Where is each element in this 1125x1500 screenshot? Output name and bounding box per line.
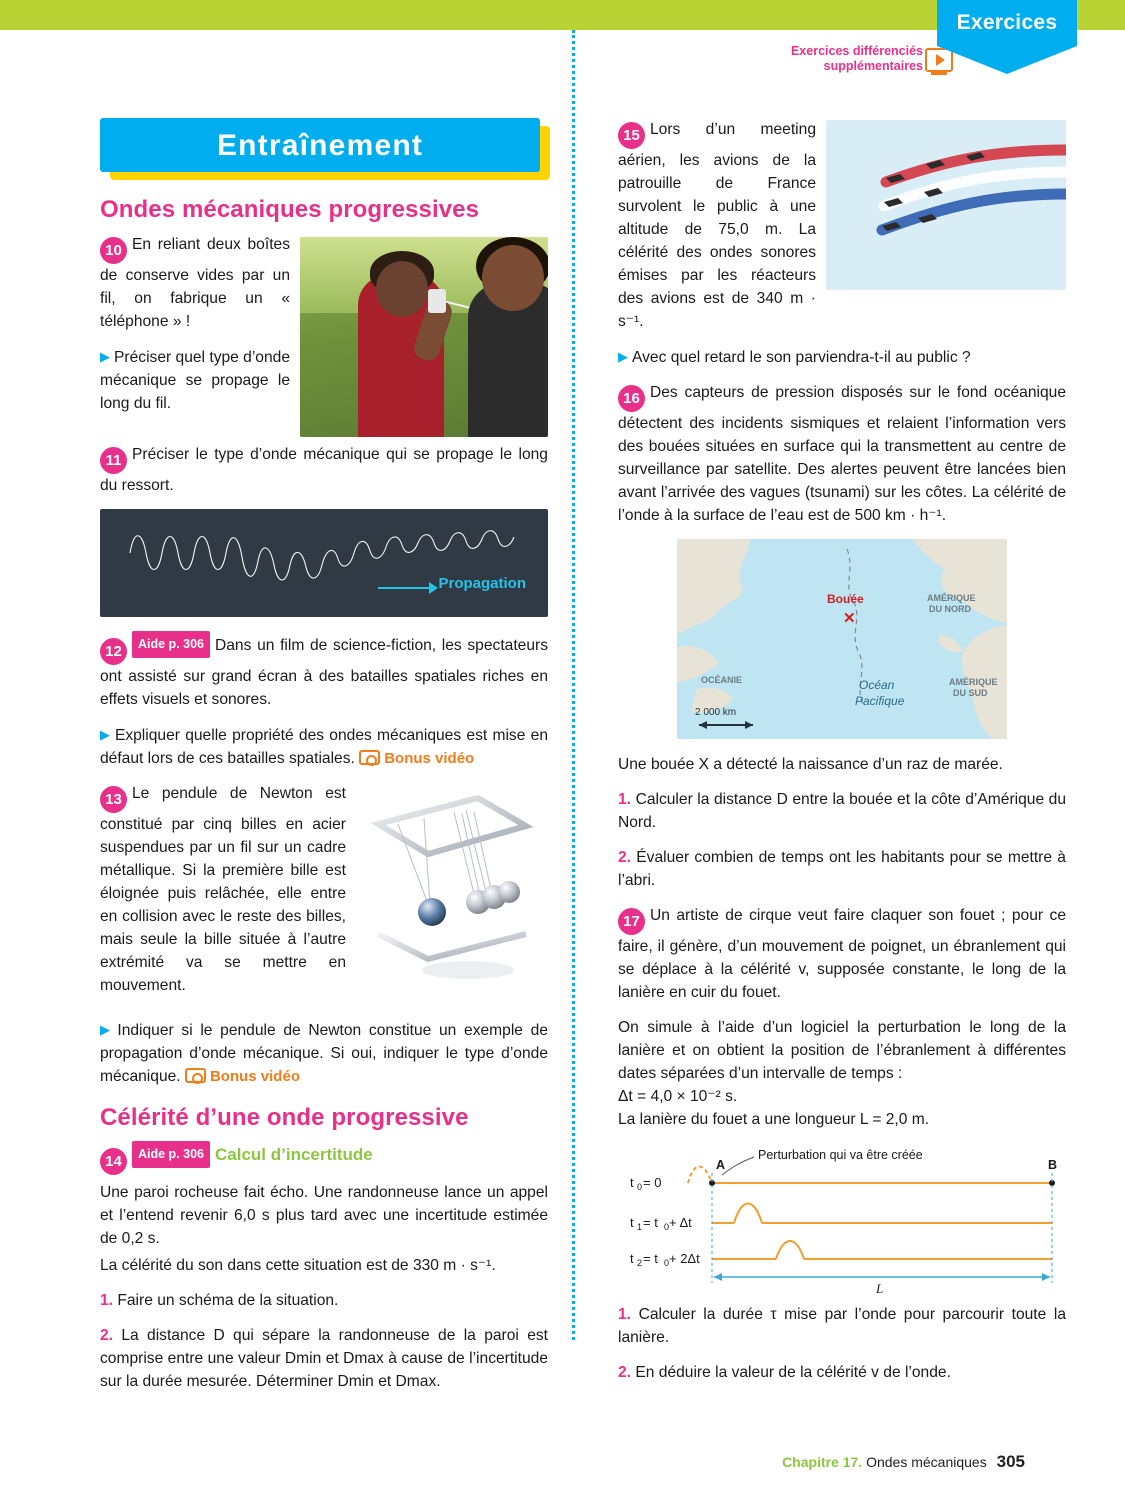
propagation-label: Propagation <box>438 575 526 592</box>
svg-text:0: 0 <box>664 1258 670 1268</box>
exercise-15-number: 15 <box>618 122 645 149</box>
spring-svg <box>100 509 548 617</box>
camera-icon <box>185 1068 206 1083</box>
exercise-13-question <box>100 1018 548 1088</box>
exercise-10-number: 10 <box>100 237 127 264</box>
exercise-12-aide-badge[interactable]: Aide p. 306 <box>132 631 210 658</box>
exercices-tab: Exercices <box>937 0 1077 46</box>
section-title-celerite: Célérité d’une onde progressive <box>100 1104 469 1131</box>
exercise-16-q2-text: Évaluer combien de temps ont les habitants pour se mettre à l’abri. <box>618 849 1066 889</box>
exercise-12-question <box>100 723 548 770</box>
exercise-14-number: 14 <box>100 1148 127 1175</box>
svg-text:0: 0 <box>664 1222 670 1232</box>
svg-text:= t: = t <box>643 1215 658 1230</box>
svg-text:DU SUD: DU SUD <box>953 688 988 698</box>
svg-text:1: 1 <box>637 1222 643 1232</box>
footer-title: Ondes mécaniques <box>866 1454 987 1470</box>
pendulum-svg <box>358 784 548 1014</box>
svg-text:t: t <box>630 1175 634 1190</box>
exercise-14-text1: Une paroi rocheuse fait écho. Une randonneuse lance un appel et l’entend revenir 6,0 s plus tard avec une incertitude estimée de 0,2 s. <box>100 1184 548 1247</box>
step-number-1: 1. <box>618 791 632 808</box>
svg-text:Bouée: Bouée <box>827 592 864 606</box>
exercise-16-q1 <box>618 788 1066 834</box>
svg-text:L: L <box>876 1281 884 1293</box>
step-number-2: 2. <box>618 1364 632 1381</box>
svg-text:+ 2Δt: + 2Δt <box>669 1251 700 1266</box>
svg-text:Océan: Océan <box>859 678 895 692</box>
svg-text:2: 2 <box>637 1258 643 1268</box>
exercise-15-question-text: Avec quel retard le son parviendra-t-il au public ? <box>632 349 971 366</box>
arrow-icon: ▶ <box>100 349 111 364</box>
exercise-17-text4: La lanière du fouet a une longueur L = 2,0 m. <box>618 1111 930 1128</box>
exercise-15-question <box>618 345 1066 369</box>
arrow-icon: ▶ <box>618 349 628 364</box>
svg-text:= t: = t <box>643 1251 658 1266</box>
exercise-16-body: Des capteurs de pression disposés sur le fond océanique détectent des incidents sismiques et relaient l’information vers des bouées situées en surface qui la transmettent au centre de surveillance par satellite. Des alertes peuvent être lancées bien avant l’arrivée des vagues (tsunami) sur les côtes. La célérité de l’onde à la surface de l’eau est de 500 km · h⁻¹. <box>618 384 1066 524</box>
exercise-11-text <box>100 443 548 497</box>
photo-tin-can <box>428 289 446 313</box>
exercise-16-text <box>618 381 1066 527</box>
exercise-17-body-1: Un artiste de cirque veut faire claquer son fouet ; pour ce faire, il génère, d’un mouvement de poignet, un ébranlement qui se déplace à la célérité v, supposée constante, le long de la lanière en cuir du fouet. <box>618 907 1066 1001</box>
photo-newton-pendulum <box>358 784 548 1014</box>
svg-text:t: t <box>630 1251 634 1266</box>
arrow-icon: ▶ <box>100 1022 114 1037</box>
exercise-16-q2 <box>618 846 1066 892</box>
figure-pacific-map <box>677 539 1007 739</box>
svg-text:= 0: = 0 <box>643 1175 662 1190</box>
svg-text:Perturbation qui va être créée: Perturbation qui va être créée <box>758 1148 923 1162</box>
svg-text:+ Δt: + Δt <box>669 1215 692 1230</box>
exercise-12-text <box>100 631 548 711</box>
exercise-14-aide-badge[interactable]: Aide p. 306 <box>132 1141 210 1168</box>
exercise-15-body: Lors d’un meeting aérien, les avions de la patrouille de France survolent le public à une altitude de 75,0 m. La célérité des ondes sonores émises par les réacteurs des avions est de 340 m · s⁻¹. <box>618 121 816 330</box>
figure-spring-wave <box>100 509 548 617</box>
differentiated-exercises-label <box>753 44 923 74</box>
whip-svg <box>618 1143 1066 1293</box>
exercise-17-number: 17 <box>618 908 645 935</box>
svg-text:DU NORD: DU NORD <box>929 604 971 614</box>
exercise-16-after-map: Une bouée X a détecté la naissance d’un raz de marée. <box>618 756 1003 773</box>
photo-girl-head <box>482 245 544 311</box>
exercise-11-body: Préciser le type d’onde mécanique qui se propage le long du ressort. <box>100 446 548 494</box>
column-divider <box>572 30 575 1340</box>
exercise-17-text1 <box>618 904 1066 1004</box>
camera-icon <box>359 750 380 765</box>
svg-text:A: A <box>716 1158 726 1172</box>
exercise-17-q2 <box>618 1361 1066 1384</box>
step-number-2: 2. <box>100 1327 114 1344</box>
exercise-10-body: En reliant deux boîtes de conserve vides par un fil, on fabrique un « téléphone » ! <box>100 236 290 330</box>
exercise-11-number: 11 <box>100 447 127 474</box>
arrow-icon: ▶ <box>100 727 111 742</box>
exercise-17-q1-text: Calculer la durée τ mise par l’onde pour parcourir toute la lanière. <box>618 1306 1066 1346</box>
banner-title: Entraînement <box>100 118 540 172</box>
bonus-video-label: Bonus vidéo <box>384 750 475 767</box>
bonus-video-link-13[interactable] <box>185 1068 300 1085</box>
entrainement-banner <box>100 118 548 180</box>
bonus-video-label: Bonus vidéo <box>209 1068 300 1085</box>
exercise-12-body: Dans un film de science-fiction, les spectateurs ont assisté sur grand écran à des batailles spatiales riches en effets visuels et sonores. <box>100 637 548 708</box>
exercise-12-question-text: Expliquer quelle propriété des ondes mécaniques est mise en défaut lors de ces batailles spatiales. <box>100 727 548 767</box>
right-column <box>618 118 1066 1396</box>
svg-text:t: t <box>630 1215 634 1230</box>
exercise-14-q1-text: Faire un schéma de la situation. <box>117 1292 339 1309</box>
exercise-17-text2: On simule à l’aide d’un logiciel la perturbation le long de la lanière et on obtient la position de l’ébranlement à différentes dates séparées d’un intervalle de temps : <box>618 1019 1066 1082</box>
svg-text:2 000 km: 2 000 km <box>695 707 737 718</box>
svg-text:Pacifique: Pacifique <box>855 694 905 708</box>
figure-whip-perturbation <box>618 1143 1066 1293</box>
exercise-12-number: 12 <box>100 638 127 665</box>
step-number-1: 1. <box>618 1306 632 1323</box>
svg-text:OCÉANIE: OCÉANIE <box>701 675 743 685</box>
svg-text:AMÉRIQUE: AMÉRIQUE <box>927 593 976 603</box>
exercise-17-q1 <box>618 1303 1066 1349</box>
planes-svg <box>826 120 1066 290</box>
exercise-13-question-text: Indiquer si le pendule de Newton constitue un exemple de propagation d’onde mécanique. Si oui, indiquer le type d’onde mécanique. <box>100 1022 548 1085</box>
map-svg <box>677 539 1007 739</box>
diff-line-2: supplémentaires <box>823 59 923 73</box>
exercise-14-head <box>100 1141 548 1175</box>
exercise-16-number: 16 <box>618 385 645 412</box>
left-column <box>100 118 548 1405</box>
exercise-17-text3: Δt = 4,0 × 10⁻² s. <box>618 1088 738 1105</box>
bonus-video-link-12[interactable] <box>359 750 474 767</box>
photo-tin-can-telephone <box>300 237 548 437</box>
svg-text:AMÉRIQUE: AMÉRIQUE <box>949 677 998 687</box>
exercise-14-q1 <box>100 1289 548 1312</box>
exercise-10-question-text: Préciser quel type d’onde mécanique se propage le long du fil. <box>100 349 290 412</box>
propagation-arrow-line <box>378 587 430 589</box>
svg-text:✕: ✕ <box>843 610 856 627</box>
footer-page-number: 305 <box>996 1452 1025 1471</box>
page-footer <box>0 1452 1125 1472</box>
photo-boy-head <box>376 261 428 317</box>
photo-patrouille-de-france <box>826 120 1066 290</box>
exercise-14-q2-text: La distance D qui sépare la randonneuse de la paroi est comprise entre une valeur Dmin et Dmax à cause de l’incertitude sur la durée mesurée. Déterminer Dmin et Dmax. <box>100 1327 548 1390</box>
svg-text:B: B <box>1048 1158 1058 1172</box>
exercise-16-q1-text: Calculer la distance D entre la bouée et la côte d’Amérique du Nord. <box>618 791 1066 831</box>
step-number-2: 2. <box>618 849 632 866</box>
exercices-tab-point <box>937 46 1077 74</box>
step-number-1: 1. <box>100 1292 114 1309</box>
exercise-13-number: 13 <box>100 786 127 813</box>
footer-chapter: Chapitre 17. <box>782 1454 863 1470</box>
propagation-arrow-head <box>429 582 438 594</box>
exercise-14-tag: Calcul d’incertitude <box>215 1145 373 1164</box>
exercise-14-text2: La célérité du son dans cette situation est de 330 m · s⁻¹. <box>100 1257 496 1274</box>
svg-text:0: 0 <box>637 1182 643 1192</box>
diff-line-1: Exercices différenciés <box>790 44 923 58</box>
section-title-ondes: Ondes mécaniques progressives <box>100 196 480 223</box>
exercise-13-body: Le pendule de Newton est constitué par cinq billes en acier suspendues par un fil sur un cadre métallique. Si la première bille est éloignée puis relâchée, elle entre en collision avec le reste des billes, mais seule la bille située à l’autre extrémité va se mettre en mouvement. <box>100 785 346 994</box>
exercise-14-q2 <box>100 1324 548 1393</box>
exercise-17-q2-text: En déduire la valeur de la célérité v de l’onde. <box>635 1364 951 1381</box>
